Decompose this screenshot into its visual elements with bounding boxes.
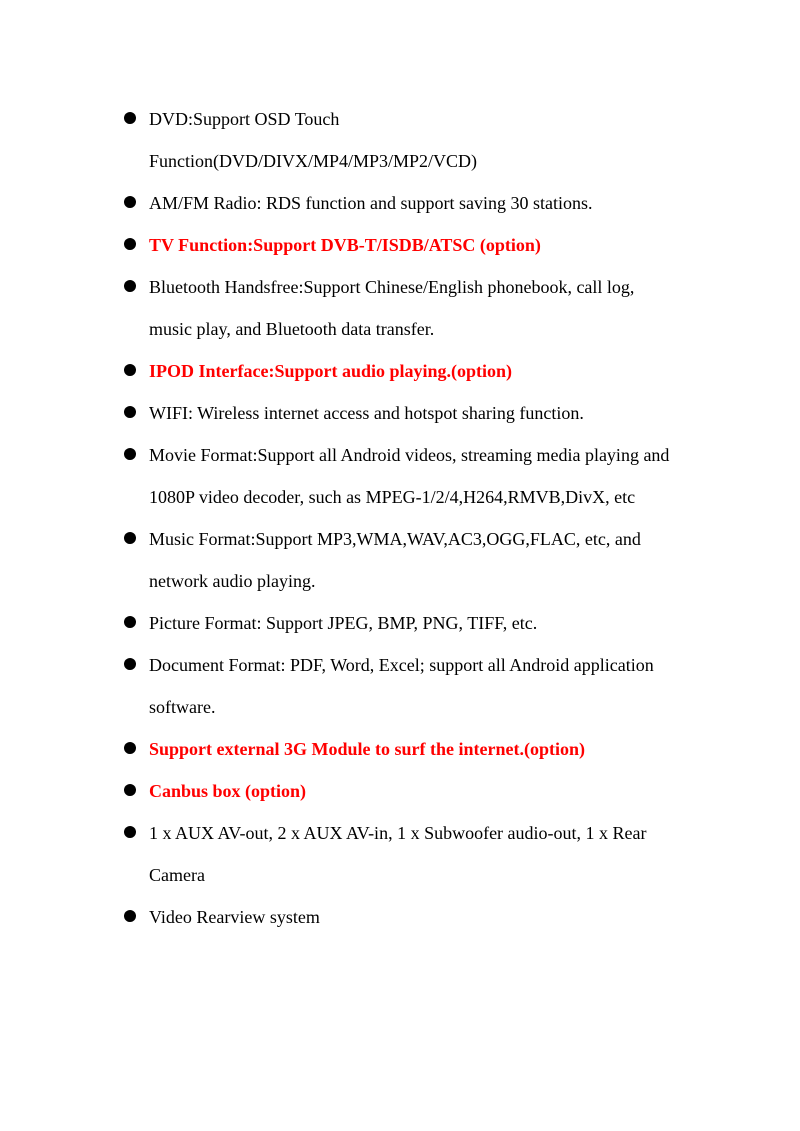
feature-item [120,266,669,350]
bullet-icon [124,784,136,796]
feature-item [120,896,700,938]
feature-text: TV Function:Support DVB-T/ISDB/ATSC (option) [149,235,541,255]
feature-item [120,602,700,644]
bullet-icon [124,406,136,418]
feature-text: IPOD Interface:Support audio playing.(option) [149,361,513,381]
feature-item [120,98,478,182]
bullet-icon [124,658,136,670]
bullet-icon [124,616,136,628]
feature-text: Movie Format:Support all Android videos, streaming media playing and 1080P video decoder, such as MPEG-1/2/4,H264,RMVB,DivX, etc [149,445,670,507]
feature-text: Music Format:Support MP3,WMA,WAV,AC3,OGG,FLAC, etc, and network audio playing. [149,529,641,591]
bullet-icon [124,280,136,292]
feature-item-option [120,728,700,770]
feature-text: Picture Format: Support JPEG, BMP, PNG, TIFF, etc. [149,613,538,633]
bullet-icon [124,826,136,838]
bullet-icon [124,196,136,208]
feature-item [120,644,709,728]
feature-text: Support external 3G Module to surf the internet.(option) [149,739,585,759]
feature-text: WIFI: Wireless internet access and hotspot sharing function. [149,403,584,423]
feature-item [120,518,679,602]
feature-text: AM/FM Radio: RDS function and support saving 30 stations. [149,193,593,213]
bullet-icon [124,742,136,754]
feature-text: Bluetooth Handsfree:Support Chinese/English phonebook, call log, music play, and Bluetooth data transfer. [149,277,635,339]
bullet-icon [124,448,136,460]
bullet-icon [124,364,136,376]
feature-text: Document Format: PDF, Word, Excel; support all Android application software. [149,655,654,717]
bullet-icon [124,910,136,922]
feature-item-option [120,350,700,392]
feature-text: 1 x AUX AV-out, 2 x AUX AV-in, 1 x Subwoofer audio-out, 1 x Rear Camera [149,823,647,885]
feature-item [120,812,701,896]
feature-text: Video Rearview system [149,907,320,927]
feature-list [120,98,700,938]
bullet-icon [124,238,136,250]
bullet-icon [124,112,136,124]
feature-text: Canbus box (option) [149,781,307,801]
feature-item-option [120,770,700,812]
feature-text: DVD:Support OSD Touch Function(DVD/DIVX/MP4/MP3/MP2/VCD) [149,109,478,171]
feature-item [120,434,679,518]
feature-item-option [120,224,700,266]
bullet-icon [124,532,136,544]
feature-item [120,392,700,434]
feature-item [120,182,700,224]
